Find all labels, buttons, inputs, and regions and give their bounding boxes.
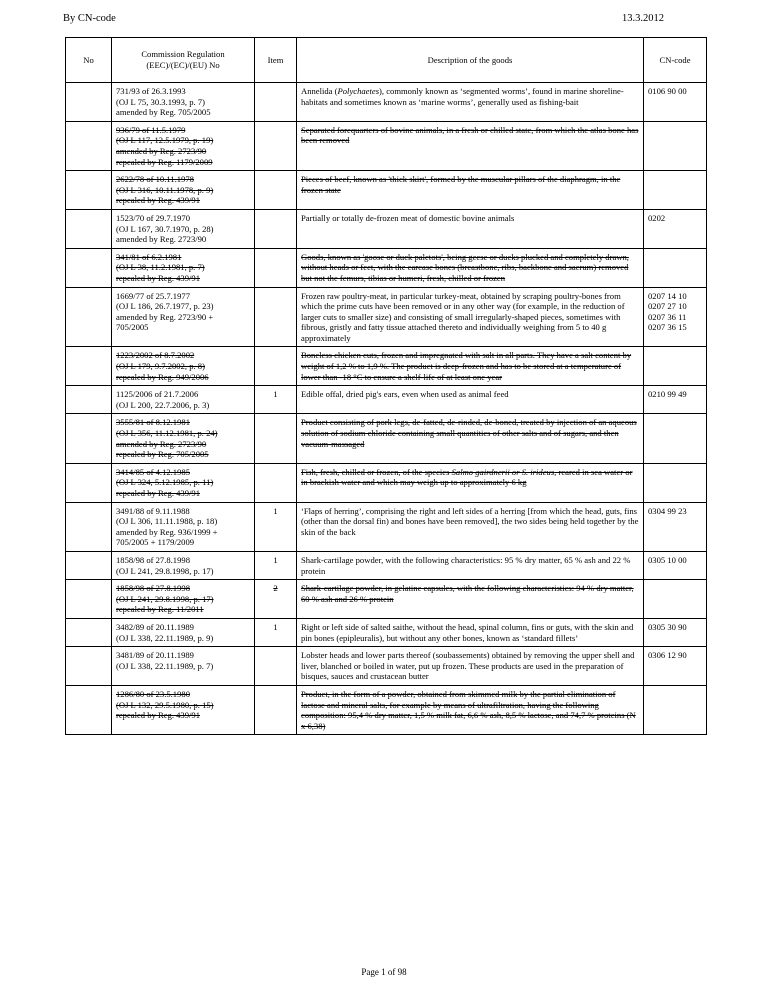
row-regulation: 1523/70 of 29.7.1970 (OJ L 167, 30.7.1970, p. 28) amended by Reg. 2723/90	[112, 209, 255, 248]
row-no	[66, 551, 112, 579]
description-text: Pieces of beef, known as 'thick skirt', formed by the muscular pillars of the diaphragm, in the frozen state	[301, 174, 621, 195]
table-row	[66, 83, 707, 122]
row-description	[297, 171, 644, 210]
table-row	[66, 171, 707, 210]
table-row	[66, 209, 707, 248]
row-description	[297, 551, 644, 579]
table-row	[66, 248, 707, 287]
row-description	[297, 83, 644, 122]
row-cn-code: 0305 30 90	[644, 618, 707, 646]
row-no	[66, 618, 112, 646]
table-row	[66, 463, 707, 502]
row-item: 1	[255, 551, 297, 579]
row-no	[66, 502, 112, 551]
row-cn-code: 0210 99 49	[644, 386, 707, 414]
description-text: ‘Flaps of herring’, comprising the right and left sides of a herring [from which the head, guts, fins (other than the dorsal fin) and bones have been removed], the two sides being held together by the skin of the back	[301, 505, 639, 537]
row-no	[66, 580, 112, 619]
row-description	[297, 248, 644, 287]
description-text: Lobster heads and lower parts thereof (soubassements) obtained by removing the upper shell and liver, blanched or boiled in water, put up frozen. These products are used in the preparation of bisques, sauces and crustacean butter	[301, 650, 635, 682]
col-regulation: Commission Regulation (EEC)/(EC)/(EU) No	[112, 38, 255, 83]
table-row	[66, 414, 707, 463]
row-regulation: 731/93 of 26.3.1993 (OJ L 75, 30.3.1993, p. 7) amended by Reg. 705/2005	[112, 83, 255, 122]
row-cn-code: 0202	[644, 209, 707, 248]
description-text: Boneless chicken cuts, frozen and impregnated with salt in all parts. They have a salt content by weight of 1,2 % to 1,9 %. The product is deep-frozen and has to be stored at a temperature of lower than -18 °C to ensure a shelf-life of at least one year	[301, 350, 632, 382]
row-description	[297, 287, 644, 347]
row-no	[66, 121, 112, 170]
row-description	[297, 502, 644, 551]
row-item: 1	[255, 618, 297, 646]
description-text: Shark-cartilage powder, with the following characteristics: 95 % dry matter, 65 % ash and 22 % protein	[301, 554, 631, 576]
table-row	[66, 551, 707, 579]
row-description	[297, 647, 644, 686]
col-description: Description of the goods	[297, 38, 644, 83]
table-row	[66, 618, 707, 646]
table-row	[66, 580, 707, 619]
description-text: Goods, known as 'goose or duck paletots', being geese or ducks plucked and completely drawn, without heads or feet, with the carcase bones (breastbone, ribs, backbone and sacrum) removed but not the femurs, tibias or humeri, fresh, chilled or frozen	[301, 251, 629, 283]
col-cn-code: CN-code	[644, 38, 707, 83]
row-regulation: 1858/98 of 27.8.1998 (OJ L 241, 29.8.1998, p. 17) repealed by Reg. 11/2011	[112, 580, 255, 619]
table-row	[66, 287, 707, 347]
row-item: 1	[255, 502, 297, 551]
description-text: Partially or totally de-frozen meat of domestic bovine animals	[301, 212, 515, 223]
row-no	[66, 171, 112, 210]
row-item	[255, 171, 297, 210]
row-regulation: 2622/78 of 10.11.1978 (OJ L 316, 10.11.1978, p. 9) repealed by Reg. 439/91	[112, 171, 255, 210]
row-cn-code	[644, 248, 707, 287]
row-item	[255, 248, 297, 287]
row-regulation: 3555/81 of 8.12.1981 (OJ L 356, 11.12.1981, p. 24) amended by Reg. 2723/90 repealed by Reg. 705/2005	[112, 414, 255, 463]
row-description	[297, 463, 644, 502]
row-regulation: 1669/77 of 25.7.1977 (OJ L 186, 26.7.1977, p. 23) amended by Reg. 2723/90 + 705/2005	[112, 287, 255, 347]
row-item	[255, 209, 297, 248]
row-regulation: 936/79 of 11.5.1979 (OJ L 117, 12.5.1979, p. 19) amended by Reg. 2723/90 repealed by Reg. 1179/2009	[112, 121, 255, 170]
page-number: Page 1 of 98	[361, 967, 407, 977]
row-regulation: 1286/80 of 23.5.1980 (OJ L 132, 29.5.1980, p. 15) repealed by Reg. 439/91	[112, 685, 255, 734]
table-body	[66, 83, 707, 735]
row-item	[255, 287, 297, 347]
row-no	[66, 209, 112, 248]
description-text: ), commonly known as ‘segmented worms’, found in marine shoreline-habitats and sometimes known as ‘marine worms’, generally used as fishing-bait	[301, 86, 624, 107]
description-text: Right or left side of salted saithe, without the head, spinal column, fins or guts, with the skin and pin bones (epipleuralis), but without any other bones, known as ‘standard fillets’	[301, 621, 634, 643]
row-description	[297, 414, 644, 463]
row-no	[66, 386, 112, 414]
row-cn-code	[644, 463, 707, 502]
header-date: 13.3.2012	[622, 13, 664, 24]
col-no: No	[66, 38, 112, 83]
row-item	[255, 685, 297, 734]
description-text: Shark-cartilage powder, in gelatine capsules, with the following characteristics: 94 % dry matter, 60 % ash and 26 % protein	[301, 583, 634, 604]
row-no	[66, 414, 112, 463]
row-item: 2	[255, 580, 297, 619]
row-item	[255, 121, 297, 170]
row-regulation: 3414/85 of 4.12.1985 (OJ L 324, 5.12.1985, p. 11) repealed by Reg. 439/91	[112, 463, 255, 502]
table-row	[66, 647, 707, 686]
row-item: 1	[255, 386, 297, 414]
header-left: By CN-code	[63, 13, 116, 24]
row-item	[255, 83, 297, 122]
row-item	[255, 463, 297, 502]
row-cn-code	[644, 121, 707, 170]
row-regulation: 3481/89 of 20.11.1989 (OJ L 338, 22.11.1989, p. 7)	[112, 647, 255, 686]
row-no	[66, 287, 112, 347]
row-no	[66, 463, 112, 502]
row-no	[66, 83, 112, 122]
row-description	[297, 580, 644, 619]
row-cn-code	[644, 347, 707, 386]
row-cn-code: 0106 90 00	[644, 83, 707, 122]
table-header-row	[66, 38, 707, 83]
row-description	[297, 618, 644, 646]
row-cn-code	[644, 171, 707, 210]
row-regulation: 3482/89 of 20.11.1989 (OJ L 338, 22.11.1989, p. 9)	[112, 618, 255, 646]
description-text: Fish, fresh, chilled or frozen, of the species	[301, 466, 452, 477]
row-description	[297, 121, 644, 170]
table-row	[66, 347, 707, 386]
row-no	[66, 347, 112, 386]
row-description	[297, 685, 644, 734]
row-no	[66, 248, 112, 287]
table-row	[66, 685, 707, 734]
row-item	[255, 414, 297, 463]
goods-table	[65, 37, 707, 735]
row-regulation: 3491/88 of 9.11.1988 (OJ L 306, 11.11.1988, p. 18) amended by Reg. 936/1999 + 705/2005 + 1179/2009	[112, 502, 255, 551]
row-no	[66, 647, 112, 686]
species-name: Polychaetes	[337, 86, 380, 96]
description-text: Edible offal, dried pig's ears, even when used as animal feed	[301, 389, 509, 400]
row-item	[255, 647, 297, 686]
row-regulation: 341/81 of 6.2.1981 (OJ L 38, 11.2.1981, p. 7) repealed by Reg. 439/91	[112, 248, 255, 287]
col-item: Item	[255, 38, 297, 83]
row-description	[297, 386, 644, 414]
row-regulation: 1223/2002 of 8.7.2002 (OJ L 179, 9.7.2002, p. 8) repealed by Reg. 949/2006	[112, 347, 255, 386]
row-description	[297, 347, 644, 386]
row-regulation: 1858/98 of 27.8.1998 (OJ L 241, 29.8.1998, p. 17)	[112, 551, 255, 579]
row-cn-code: 0207 14 10 0207 27 10 0207 36 11 0207 36 15	[644, 287, 707, 347]
row-cn-code: 0304 99 23	[644, 502, 707, 551]
description-text: , reared in sea water or in brackish water and which may weigh up to approximately 6 kg	[301, 466, 633, 488]
row-cn-code	[644, 685, 707, 734]
row-cn-code	[644, 414, 707, 463]
row-cn-code: 0306 12 90	[644, 647, 707, 686]
description-text: Frozen raw poultry-meat, in particular turkey-meat, obtained by scraping poultry-bones from which the prime cuts have been removed or in any other way (for example, in the reduction of larger cuts to smaller size) and consisting of small irregularly-shaped pieces, sometimes with fibrous, gristly and fatty tissue attached thereto and individually weighing from 5 to 40 g approximately	[301, 290, 625, 343]
row-description	[297, 209, 644, 248]
table-row	[66, 121, 707, 170]
description-text: Annelida (	[301, 86, 338, 96]
row-regulation: 1125/2006 of 21.7.2006 (OJ L 200, 22.7.2006, p. 3)	[112, 386, 255, 414]
species-name: Salmo gairdnerii or S. irideus	[451, 466, 555, 477]
row-no	[66, 685, 112, 734]
description-text: Product, in the form of a powder, obtained from skimmed milk by the partial elimination of lactose and mineral salts, for example by means of ultrafiltration, having the following composition: 95,4 % dry matter, 1,5 % milk fat, 6,6 % ash, 8,5 % lactose, and 74,7 % proteins (N x 6,38)	[301, 688, 636, 731]
table-row	[66, 386, 707, 414]
description-text: Product consisting of pork legs, de-fatted, de-rinded, de-boned, treated by injection of an aqueous solution of sodium chloride containing small quantities of other salts and of sugars, and then vacuum-massaged	[301, 417, 637, 449]
row-item	[255, 347, 297, 386]
description-text: Separated forequarters of bovine animals, in a fresh or chilled state, from which the atlas bone has been removed	[301, 124, 639, 146]
row-cn-code: 0305 10 00	[644, 551, 707, 579]
table-row	[66, 502, 707, 551]
row-cn-code	[644, 580, 707, 619]
